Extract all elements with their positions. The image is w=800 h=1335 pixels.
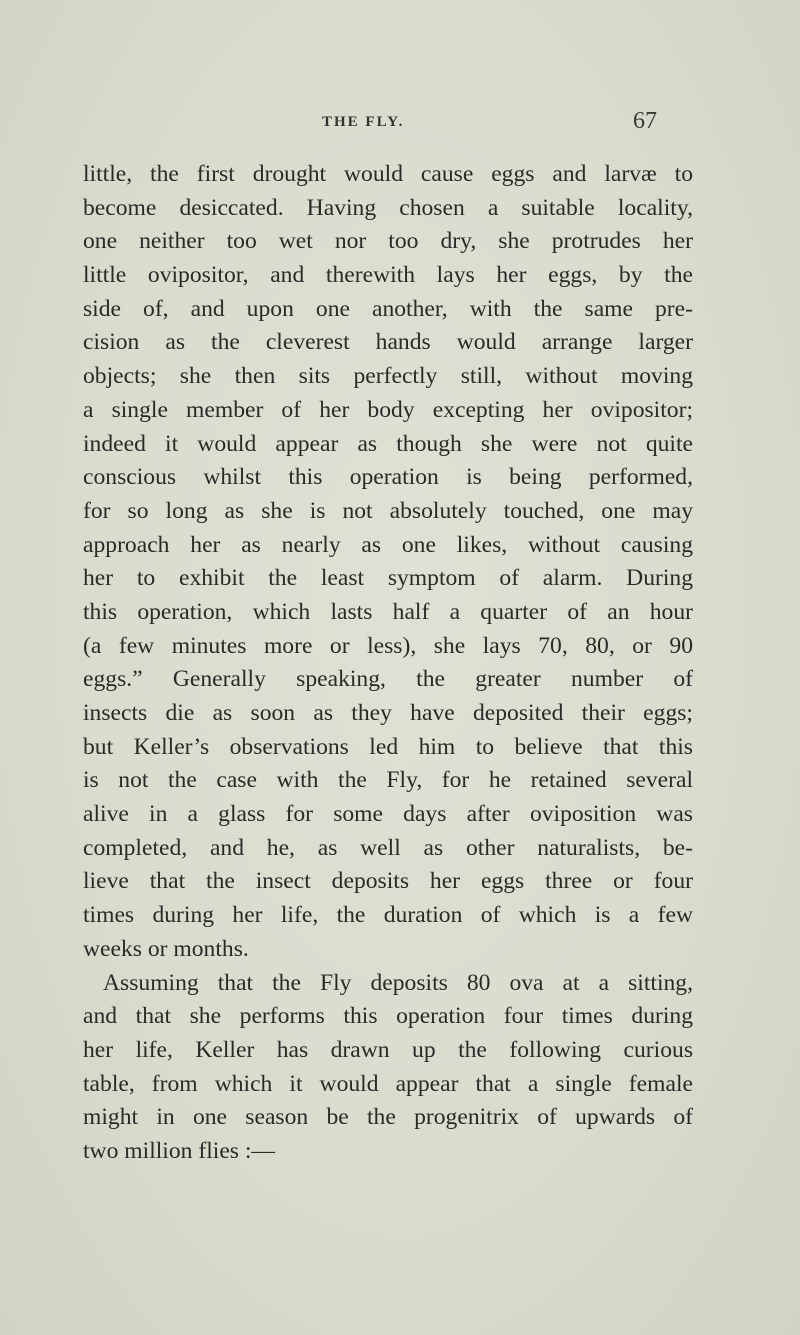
- text-line: side of, and upon one another, with the same pre-: [83, 295, 693, 322]
- text-line: become desiccated. Having chosen a suitable locality,: [83, 194, 693, 221]
- text-line: times during her life, the duration of which is a few: [83, 902, 693, 929]
- text-line: her to exhibit the least symptom of alarm. During: [83, 565, 693, 592]
- text-line: but Keller’s observations led him to believe that this: [83, 733, 693, 760]
- text-line: objects; she then sits perfectly still, without moving: [83, 363, 693, 390]
- text-line: is not the case with the Fly, for he retained several: [83, 767, 693, 794]
- text-line: little, the first drought would cause eggs and larvæ to: [83, 161, 693, 187]
- text-line: completed, and he, as well as other naturalists, be-: [83, 834, 693, 861]
- body-text: [83, 158, 693, 1169]
- text-line: cision as the cleverest hands would arrange larger: [83, 329, 693, 356]
- text-line: this operation, which lasts half a quarter of an hour: [83, 598, 693, 625]
- text-line: approach her as nearly as one likes, without causing: [83, 531, 693, 558]
- text-line: conscious whilst this operation is being performed,: [83, 464, 693, 491]
- text-line: one neither too wet nor too dry, she protrudes her: [83, 228, 693, 255]
- text-line: two million flies :—: [83, 1137, 276, 1164]
- text-line: and that she performs this operation four times during: [83, 1003, 693, 1030]
- text-line: little ovipositor, and therewith lays her eggs, by the: [83, 262, 693, 289]
- text-line: alive in a glass for some days after oviposition was: [83, 801, 693, 828]
- page-header: [0, 108, 800, 142]
- text-line: weeks or months.: [83, 935, 249, 962]
- text-line: (a few minutes more or less), she lays 70, 80, or 90: [83, 632, 693, 659]
- running-head: THE FLY.: [322, 114, 405, 130]
- text-line: indeed it would appear as though she were not quite: [83, 430, 693, 457]
- text-line: table, from which it would appear that a single female: [83, 1070, 693, 1097]
- text-line: for so long as she is not absolutely touched, one may: [83, 497, 693, 524]
- text-line: might in one season be the progenitrix of upwards of: [83, 1104, 693, 1131]
- text-line: lieve that the insect deposits her eggs three or four: [83, 868, 693, 895]
- text-line: Assuming that the Fly deposits 80 ova at a sitting,: [103, 969, 693, 996]
- text-line: a single member of her body excepting her ovipositor;: [83, 396, 693, 423]
- page-number: 67: [633, 108, 657, 134]
- text-line: eggs.” Generally speaking, the greater number of: [83, 666, 693, 693]
- text-line: her life, Keller has drawn up the following curious: [83, 1036, 693, 1063]
- text-line: insects die as soon as they have deposited their eggs;: [83, 700, 693, 726]
